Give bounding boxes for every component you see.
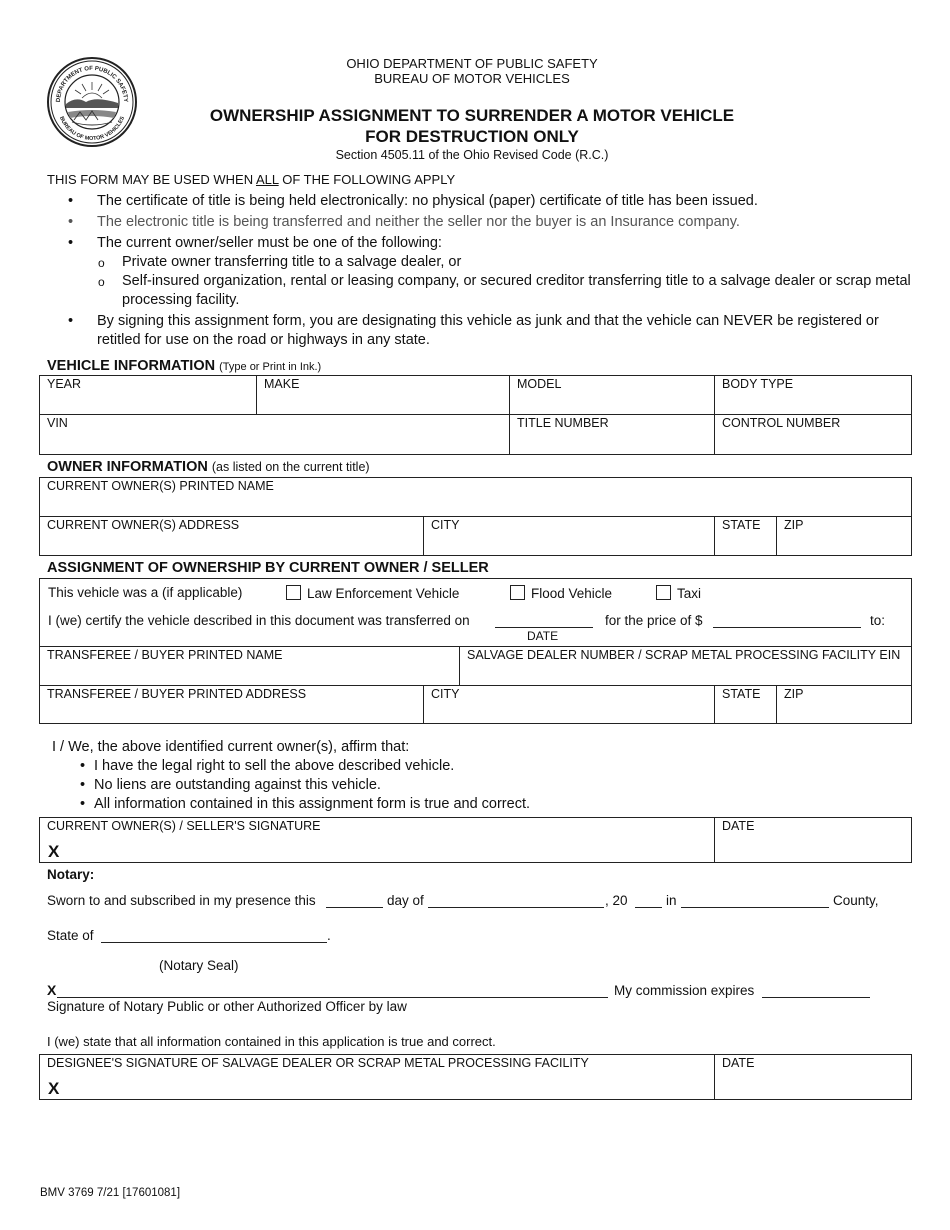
dealer-ein-field[interactable]: SALVAGE DEALER NUMBER / SCRAP METAL PROCESSING FACILITY EIN — [459, 646, 911, 685]
notary-state-label: State of — [47, 928, 94, 943]
seal-text-bottom: BUREAU OF MOTOR VEHICLES — [58, 115, 126, 143]
seller-date-field[interactable]: DATE — [714, 818, 911, 862]
buyer-address-field[interactable]: TRANSFEREE / BUYER PRINTED ADDRESS — [40, 685, 423, 723]
designee-statement: I (we) state that all information contained in this application is true and correct. — [47, 1034, 496, 1049]
affirmation-intro: I / We, the above identified current owner(s), affirm that: — [52, 739, 410, 755]
buyer-state-field[interactable]: STATE — [714, 685, 776, 723]
title-line-2: FOR DESTRUCTION ONLY — [365, 127, 579, 146]
law-enforcement-checkbox[interactable] — [286, 585, 301, 600]
intro-statement: THIS FORM MAY BE USED WHEN ALL OF THE FOLLOWING APPLY — [47, 172, 456, 187]
affirm-true-correct: • All information contained in this assignment form is true and correct. — [80, 795, 530, 814]
owner-type-private: o Private owner transferring title to a salvage dealer, or — [66, 253, 916, 272]
notary-sworn-label: Sworn to and subscribed in my presence this — [47, 893, 316, 908]
seller-signature-table — [39, 817, 912, 863]
title-line-1: OWNERSHIP ASSIGNMENT TO SURRENDER A MOTOR VEHICLE — [209, 106, 735, 125]
agency-name — [0, 56, 944, 86]
vehicle-was-label: This vehicle was a (if applicable) — [48, 585, 243, 600]
owner-state-field[interactable]: STATE — [714, 516, 776, 555]
designee-signature-field[interactable]: DESIGNEE'S SIGNATURE OF SALVAGE DEALER OR SCRAP METAL PROCESSING FACILITY X — [47, 1056, 589, 1098]
model-field[interactable]: MODEL — [509, 376, 714, 415]
owner-name-field[interactable]: CURRENT OWNER(S) PRINTED NAME — [47, 479, 274, 493]
flood-vehicle-checkbox[interactable] — [510, 585, 525, 600]
price-label: for the price of $ — [605, 613, 703, 628]
assignment-table — [39, 578, 912, 724]
body-type-field[interactable]: BODY TYPE — [714, 376, 911, 415]
notary-signature-x: X — [47, 982, 57, 998]
buyer-zip-field[interactable]: ZIP — [776, 685, 911, 723]
agency-line-2: BUREAU OF MOTOR VEHICLES — [374, 71, 570, 86]
vehicle-info-table — [39, 375, 912, 455]
notary-seal-label: (Notary Seal) — [159, 958, 239, 973]
affirmation — [52, 738, 530, 814]
owner-city-field[interactable]: CITY — [423, 516, 714, 555]
make-field[interactable]: MAKE — [256, 376, 509, 415]
section-reference: Section 4505.11 of the Ohio Revised Code (R.C.) — [335, 148, 609, 162]
commission-label: My commission expires — [614, 983, 755, 998]
taxi-checkbox[interactable] — [656, 585, 671, 600]
form-title — [0, 105, 944, 147]
title-number-field[interactable]: TITLE NUMBER — [509, 414, 714, 454]
form-id: BMV 3769 7/21 [17601081] — [40, 1187, 181, 1199]
price-input[interactable] — [713, 627, 861, 628]
seller-signature-field[interactable]: CURRENT OWNER(S) / SELLER'S SIGNATURE X — [47, 819, 321, 861]
flood-vehicle-option[interactable]: Flood Vehicle — [510, 585, 612, 601]
assignment-heading: ASSIGNMENT OF OWNERSHIP BY CURRENT OWNER / SELLER — [47, 560, 489, 576]
seller-signature-x: X — [48, 842, 60, 861]
notary-signature-caption: Signature of Notary Public or other Authorized Officer by law — [47, 999, 407, 1014]
notary-heading: Notary: — [47, 867, 95, 882]
law-enforcement-option[interactable]: Law Enforcement Vehicle — [286, 585, 459, 601]
notary-in-label: in — [666, 893, 677, 908]
notary-county-input[interactable] — [681, 907, 829, 908]
notary-county-label: County, — [833, 893, 879, 908]
control-number-field[interactable]: CONTROL NUMBER — [714, 414, 911, 454]
condition-junk: • By signing this assignment form, you are designating this vehicle as junk and that the vehicle can NEVER be registered or retitled for use on the road or highways in any state. — [66, 312, 916, 350]
buyer-city-field[interactable]: CITY — [423, 685, 714, 723]
owner-address-field[interactable]: CURRENT OWNER(S) ADDRESS — [40, 516, 423, 555]
condition-electronic: • The certificate of title is being held electronically: no physical (paper) certificate of title has been issued. — [66, 192, 916, 211]
notary-year-prefix: , 20 — [605, 893, 628, 908]
year-field[interactable]: YEAR — [47, 377, 82, 391]
condition-no-insurance: • The electronic title is being transferred and neither the seller nor the buyer is an Insurance company. — [66, 213, 916, 232]
transfer-date-input[interactable] — [495, 627, 593, 628]
seal-text-top: DEPARTMENT OF PUBLIC SAFETY — [55, 65, 129, 103]
notary-state-period: . — [327, 928, 331, 943]
notary-state-input[interactable] — [101, 942, 327, 943]
buyer-name-field[interactable]: TRANSFEREE / BUYER PRINTED NAME — [40, 646, 459, 685]
taxi-option[interactable]: Taxi — [656, 585, 701, 601]
notary-month-input[interactable] — [428, 907, 604, 908]
designee-signature-table — [39, 1054, 912, 1100]
designee-signature-x: X — [48, 1079, 60, 1098]
to-label: to: — [870, 613, 886, 628]
vehicle-info-heading: VEHICLE INFORMATION (Type or Print in Ink.) — [47, 358, 322, 374]
notary-day-of-label: day of — [387, 893, 424, 908]
vin-field[interactable]: VIN — [40, 414, 509, 454]
notary-year-input[interactable] — [635, 907, 662, 908]
agency-line-1: OHIO DEPARTMENT OF PUBLIC SAFETY — [346, 56, 598, 71]
certify-statement: I (we) certify the vehicle described in this document was transferred on — [48, 613, 470, 628]
owner-info-heading: OWNER INFORMATION (as listed on the current title) — [47, 459, 370, 475]
designee-date-field[interactable]: DATE — [714, 1055, 911, 1099]
affirm-no-liens: • No liens are outstanding against this vehicle. — [80, 776, 530, 795]
notary-signature-input[interactable] — [57, 997, 608, 998]
transfer-date-caption: DATE — [527, 629, 559, 643]
condition-owner-type: • The current owner/seller must be one of the following: o Private owner transferring title to a salvage dealer, or o Self-insured organization, rental or leasing company, or secured creditor transferring title to a salvage dealer or scrap metal processing facility. — [66, 234, 916, 310]
owner-type-organization: o Self-insured organization, rental or leasing company, or secured creditor transferring title to a salvage dealer or scrap metal processing facility. — [66, 272, 916, 310]
conditions-list — [66, 192, 916, 352]
notary-day-input[interactable] — [326, 907, 383, 908]
commission-expires-input[interactable] — [762, 997, 870, 998]
owner-info-table — [39, 477, 912, 556]
owner-zip-field[interactable]: ZIP — [776, 516, 911, 555]
affirm-legal-right: • I have the legal right to sell the above described vehicle. — [80, 757, 530, 776]
